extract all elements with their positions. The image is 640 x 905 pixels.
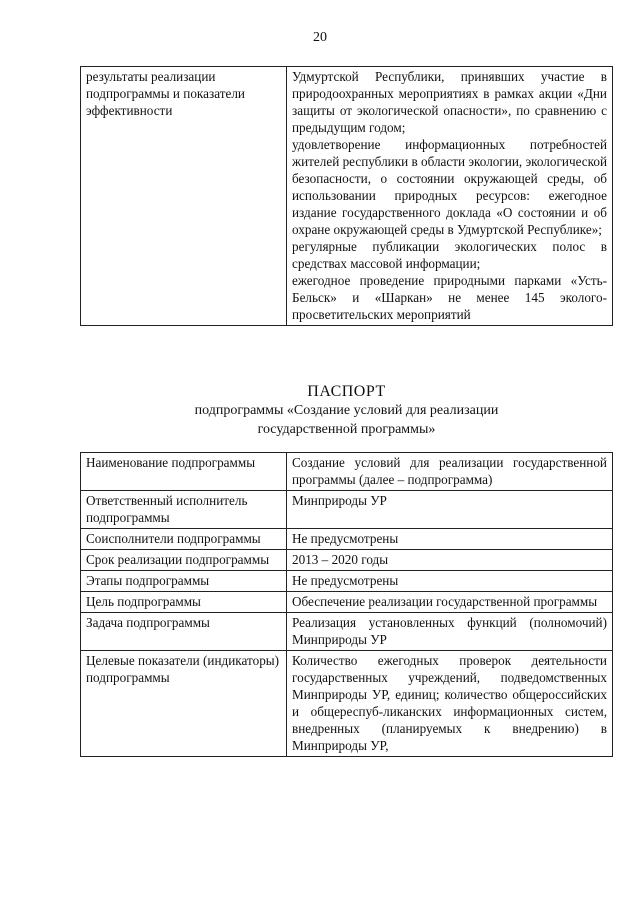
row-value: Количество ежегодных проверок деятельности государственных учреждений, подведомственных Минприроды УР, единиц; количество общероссийских и общереспуб-ликанских информационных систем, внедренных (планируемых к внедрению) в Минприроды УР, — [292, 653, 607, 753]
table-row — [81, 613, 613, 651]
row-label-cell — [81, 592, 287, 613]
table-row — [81, 529, 613, 550]
paragraph: удовлетворение информационных потребностей жителей республики в области экологии, экологической безопасности, о состоянии окружающей среды, об использовании природных ресурсов: ежегодное издание государственного доклада «О состоянии и об охране окружающей среды в Удмуртской Республике»; — [292, 137, 607, 237]
row-label-cell — [81, 453, 287, 491]
row-label: Этапы подпрограммы — [86, 573, 210, 588]
passport-subtitle-line-2: государственной программы» — [257, 422, 436, 437]
row-label: Ответственный исполнитель подпрограммы — [86, 493, 248, 525]
table-row — [81, 67, 613, 326]
paragraph: регулярные публикации экологических полос в средствах массовой информации; — [292, 239, 607, 271]
row-label: Задача подпрограммы — [86, 615, 210, 630]
row-label-cell — [81, 491, 287, 529]
row-label-cell — [81, 613, 287, 651]
row-value: Реализация установленных функций (полномочий) Минприроды УР — [292, 615, 607, 647]
table-row — [81, 571, 613, 592]
row-value-cell — [287, 613, 613, 651]
row-value: Минприроды УР — [292, 493, 387, 508]
row-label-cell — [81, 550, 287, 571]
row-label: Цель подпрограммы — [86, 594, 201, 609]
row-value-cell — [287, 571, 613, 592]
row-label-cell — [81, 529, 287, 550]
row-label: Целевые показатели (индикаторы) подпрограммы — [86, 653, 280, 685]
row-value-cell — [287, 550, 613, 571]
row-value-cell — [287, 453, 613, 491]
row-label-cell — [81, 571, 287, 592]
row-label: Срок реализации подпрограммы — [86, 552, 270, 567]
table-row — [81, 651, 613, 757]
row-label: Наименование подпрограммы — [86, 455, 256, 470]
paragraph: ежегодное проведение природными парками «Усть-Бельск» и «Шаркан» не менее 145 эколого-просветительских мероприятий — [292, 273, 607, 322]
row-value-cell — [287, 651, 613, 757]
passport-subtitle-line-1: подпрограммы «Создание условий для реализации — [194, 403, 499, 418]
page-number: 20 — [313, 30, 327, 45]
row-value: Не предусмотрены — [292, 531, 399, 546]
row-label-cell — [81, 651, 287, 757]
paragraph: Удмуртской Республики, принявших участие в природоохранных мероприятиях в рамках акции «Дни защиты от экологической опасности», по сравнению с предыдущим годом; — [292, 69, 607, 135]
table-row — [81, 592, 613, 613]
row-value-cell — [287, 491, 613, 529]
passport-heading — [80, 382, 613, 439]
passport-table — [80, 452, 613, 757]
passport-title: ПАСПОРТ — [307, 383, 386, 400]
row-value: Создание условий для реализации государственной программы (далее – подпрограмма) — [292, 455, 607, 487]
row-value-cell — [287, 529, 613, 550]
table-row — [81, 550, 613, 571]
row-value: Обеспечение реализации государственной программы — [292, 594, 598, 609]
row-label: результаты реализации подпрограммы и показатели эффективности — [86, 69, 245, 118]
table-row — [81, 491, 613, 529]
row-label-cell — [81, 67, 287, 326]
row-value-cell — [287, 592, 613, 613]
row-label: Соисполнители подпрограммы — [86, 531, 261, 546]
table-row — [81, 453, 613, 491]
row-value-cell — [287, 67, 613, 326]
row-value: 2013 – 2020 годы — [292, 552, 389, 567]
row-value: Не предусмотрены — [292, 573, 399, 588]
indicators-table-continued — [80, 66, 613, 326]
